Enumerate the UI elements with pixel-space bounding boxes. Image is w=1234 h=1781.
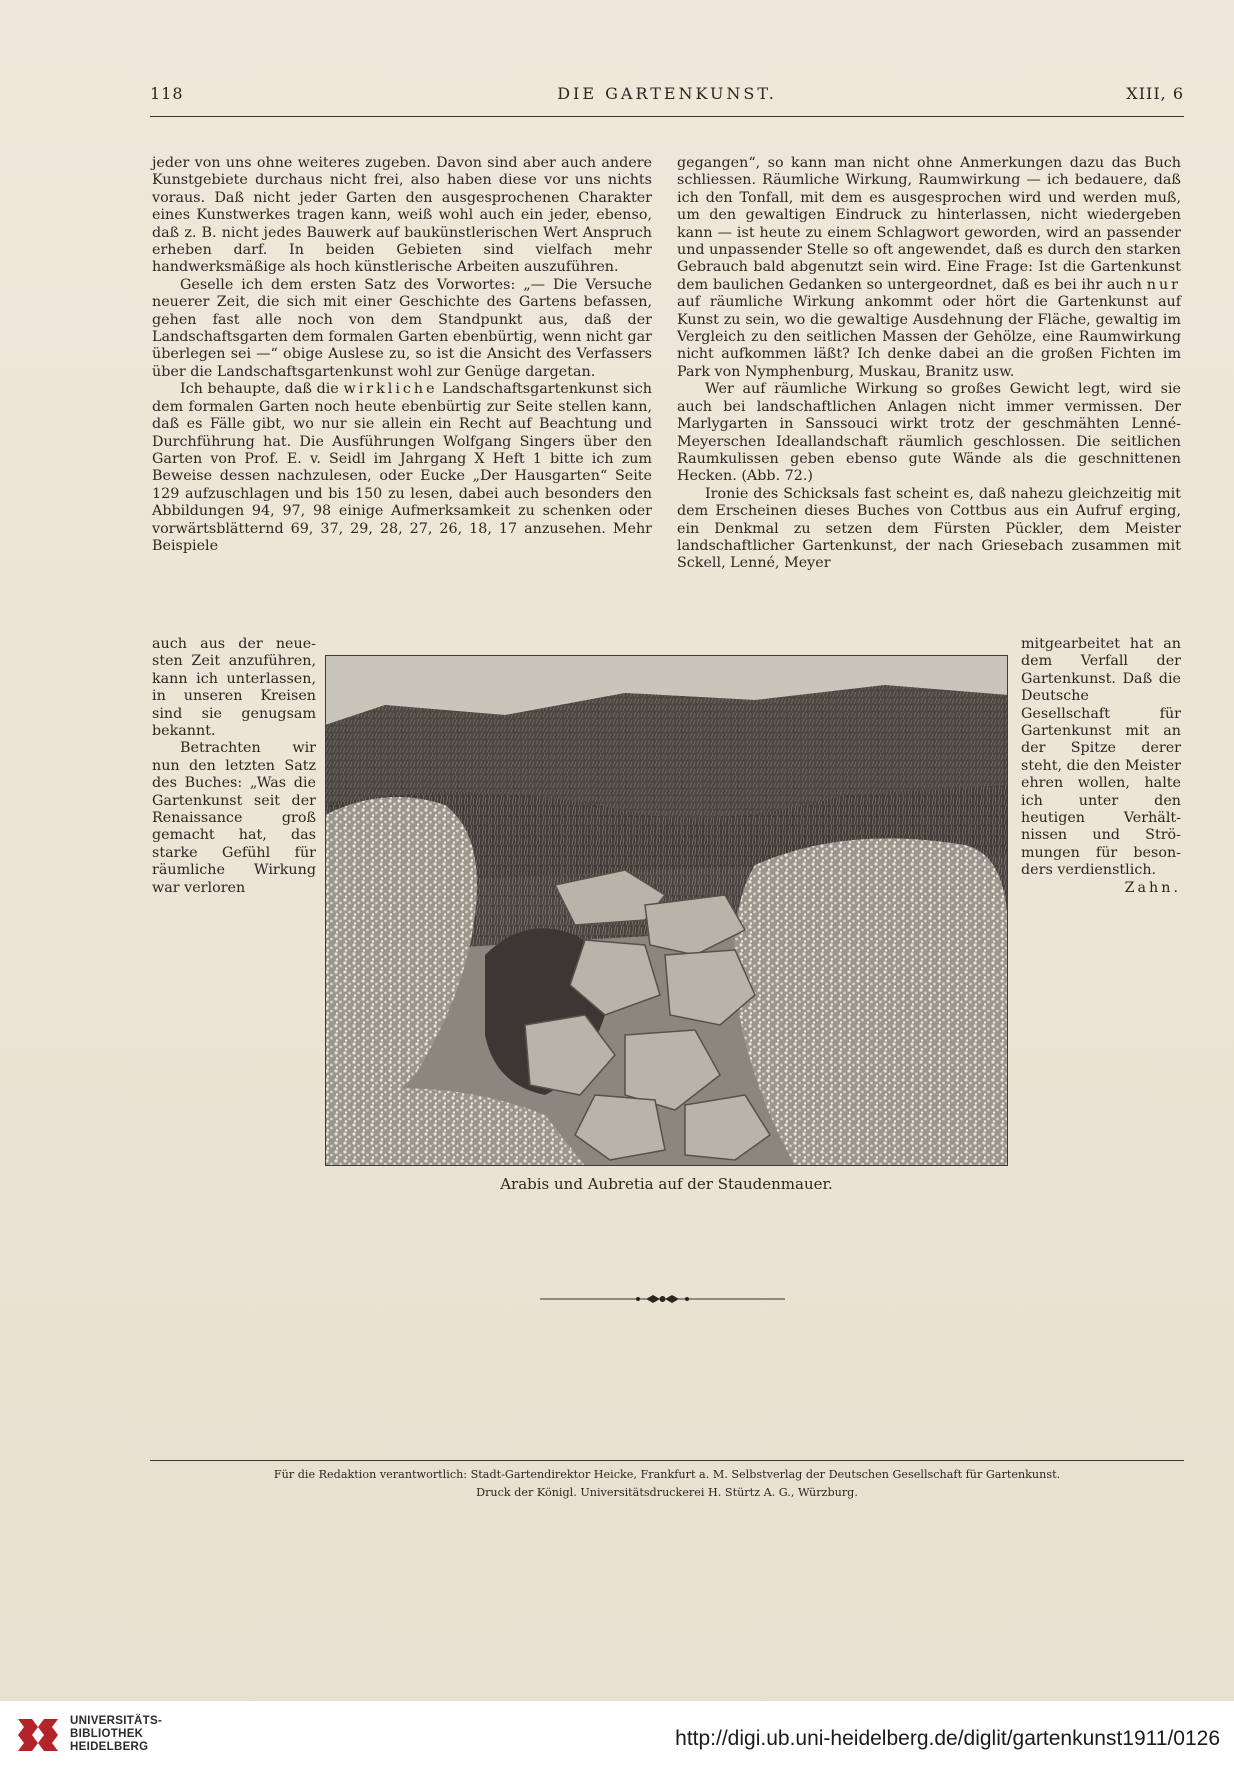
library-name-line: BIBLIOTHEK (70, 1728, 144, 1740)
source-url-link[interactable]: http://digi.ub.uni-heidelberg.de/diglit/gartenkunst1911/0126 (675, 1727, 1220, 1750)
library-name-line: UNIVERSITÄTS- (70, 1715, 163, 1727)
library-name (70, 1715, 162, 1754)
right-column (677, 155, 1181, 573)
journal-title: DIE GARTENKUNST. (557, 84, 777, 103)
header-rule (150, 116, 1184, 117)
paragraph: mitgearbeitet hat an dem Verfall der Gartenkunst. Daß die Deutsche Gesellschaft für Gartenkunst mit an der Spitze derer steht, die den Meister ehren wollen, halte ich unter den heutigen Verhältnissen und Strömungen für besonders verdienstlich. (1021, 636, 1181, 879)
paragraph: auch aus der neuesten Zeit anzuführen, kann ich unterlassen, in unseren Kreisen sind sie genugsam bekannt. (152, 636, 316, 740)
photo-illustration (325, 655, 1008, 1166)
paragraph: jeder von uns ohne weiteres zugeben. Davon sind aber auch andere Kunstgebiete durchaus nicht frei, also haben diese vor uns nichts voraus. Daß nicht jeder Garten den ausgesprochenen Charakter eines Kunstwerkes tragen kann, weiß wohl auch ein jeder, ebenso, daß z. B. nicht jedes Bauwerk auf baukünstlerischen Wert Anspruch erheben darf. In beiden Gebieten sind vielfach mehr handwerksmäßige als hoch künstlerische Arbeiten auszuführen. (152, 155, 652, 276)
figure-caption: Arabis und Aubretia auf der Staudenmauer. (500, 1175, 833, 1193)
imprint-line: Druck der Königl. Universitätsdruckerei H. Stürtz A. G., Würzburg. (476, 1486, 858, 1499)
library-logo-icon (14, 1713, 62, 1757)
garden-photo (325, 655, 1008, 1166)
text-run: gegangen“, so kann man nicht ohne Anmerkungen dazu das Buch schliessen. Räumliche Wirkung, Raumwirkung — ich bedauere, daß ich den Tonfall, mit dem es ausgesprochen wird und werden muß, um den gewaltigen Eindruck zu hinterlassen, nicht wiedergeben kann — ist heute zu einem Schlagwort geworden, wird an passender und unpassender Stelle so oft angewendet, daß es durch den starken Gebrauch bald abgenutzt sein wird. Eine Frage: Ist die Gartenkunst dem baulichen Gedanken so untergeordnet, daß es bei ihr auch (677, 155, 1181, 293)
text-run: auf räumliche Wirkung ankommt oder hört die Gartenkunst auf Kunst zu sein, wo die gewaltige Ausdehnung der Fläche, gewaltig im Vergleich zu den seitlichen Massen der Gehölze, eine Raumwirkung nicht aufkommen läßt? Ich denke dabei an die großen Fichten im Park von Nymphenburg, Muskau, Branitz usw. (677, 294, 1181, 380)
page-number: 118 (150, 84, 184, 103)
running-header (150, 84, 1184, 112)
volume-issue: XIII, 6 (1126, 84, 1184, 103)
ornament-divider (540, 1292, 785, 1306)
spaced-emphasis: nur (1146, 276, 1181, 293)
paragraph (677, 155, 1181, 381)
paragraph: Wer auf räumliche Wirkung so großes Gewicht legt, wird sie auch bei landschaftlichen Anlagen nicht immer vermissen. Der Marlygarten in Sanssouci wirkt trotz der geschmähten Lenné-Meyerschen Ideallandschaft räumlich geschlossen. Die seitlichen Raumkulissen geben ebenso gute Wände als die geschnittenen Hecken. (Abb. 72.) (677, 381, 1181, 485)
text-run: Ich behaupte, daß die (180, 381, 344, 398)
imprint (150, 1466, 1184, 1502)
paragraph: Ironie des Schicksals fast scheint es, daß nahezu gleichzeitig mit dem Erscheinen dieses Buches von Cottbus aus ein Aufruf erging, ein Denkmal zu setzen dem Fürsten Pückler, dem Meister landschaftlicher Gartenkunst, der nach Griesebach zusammen mit Sckell, Lenné, Meyer (677, 485, 1181, 572)
imprint-line: Für die Redaktion verantwortlich: Stadt-Gartendirektor Heicke, Frankfurt a. M. Selbstverlag der Deutschen Gesellschaft für Gartenkunst. (273, 1468, 1061, 1481)
paragraph (152, 381, 652, 555)
library-name-line: HEIDELBERG (70, 1741, 149, 1753)
text-run: Landschaftsgartenkunst sich dem formalen Garten noch heute ebenbürtig zur Seite stellen kann, daß es Fälle gibt, wo nur sie allein ein Recht auf Beachtung und Durchführung hat. Die Ausführungen Wolfgang Singers über den Garten von Prof. E. v. Seidl im Jahrgang X Heft 1 bitte ich zum Beweise dessen nachzulesen, oder Eucke „Der Hausgarten“ Seite 129 aufzuschlagen und bis 150 zu lesen, dabei auch besonders den Abbildungen 94, 97, 98 einige Aufmerksamkeit zu schenken oder vorwärtsblätternd 69, 37, 29, 28, 27, 26, 18, 17 anzusehen. Mehr Beispiele (152, 381, 652, 554)
right-narrow-column (1021, 636, 1181, 897)
footer-rule (150, 1460, 1184, 1461)
library-bar (0, 1701, 1234, 1781)
spaced-emphasis: wirkliche (343, 381, 438, 398)
author-signature: Zahn. (1124, 879, 1181, 896)
paragraph: Geselle ich dem ersten Satz des Vorwortes: „— Die Versuche neuerer Zeit, die sich mit einer Geschichte des Gartens befassen, gehen fast alle noch von dem Standpunkt aus, daß der Landschaftsgarten dem formalen Garten ebenbürtig, wenn nicht gar überlegen sei —“ obige Auslese zu, so ist die Ansicht des Verfassers über die Landschaftsgartenkunst wohl zur Genüge dargetan. (152, 276, 652, 380)
left-column (152, 155, 652, 555)
paragraph: Betrachten wir nun den letzten Satz des Buches: „Was die Gartenkunst seit der Renaissance groß gemacht hat, das starke Gefühl für räumliche Wirkung war verloren (152, 740, 316, 896)
left-narrow-column (152, 636, 316, 897)
